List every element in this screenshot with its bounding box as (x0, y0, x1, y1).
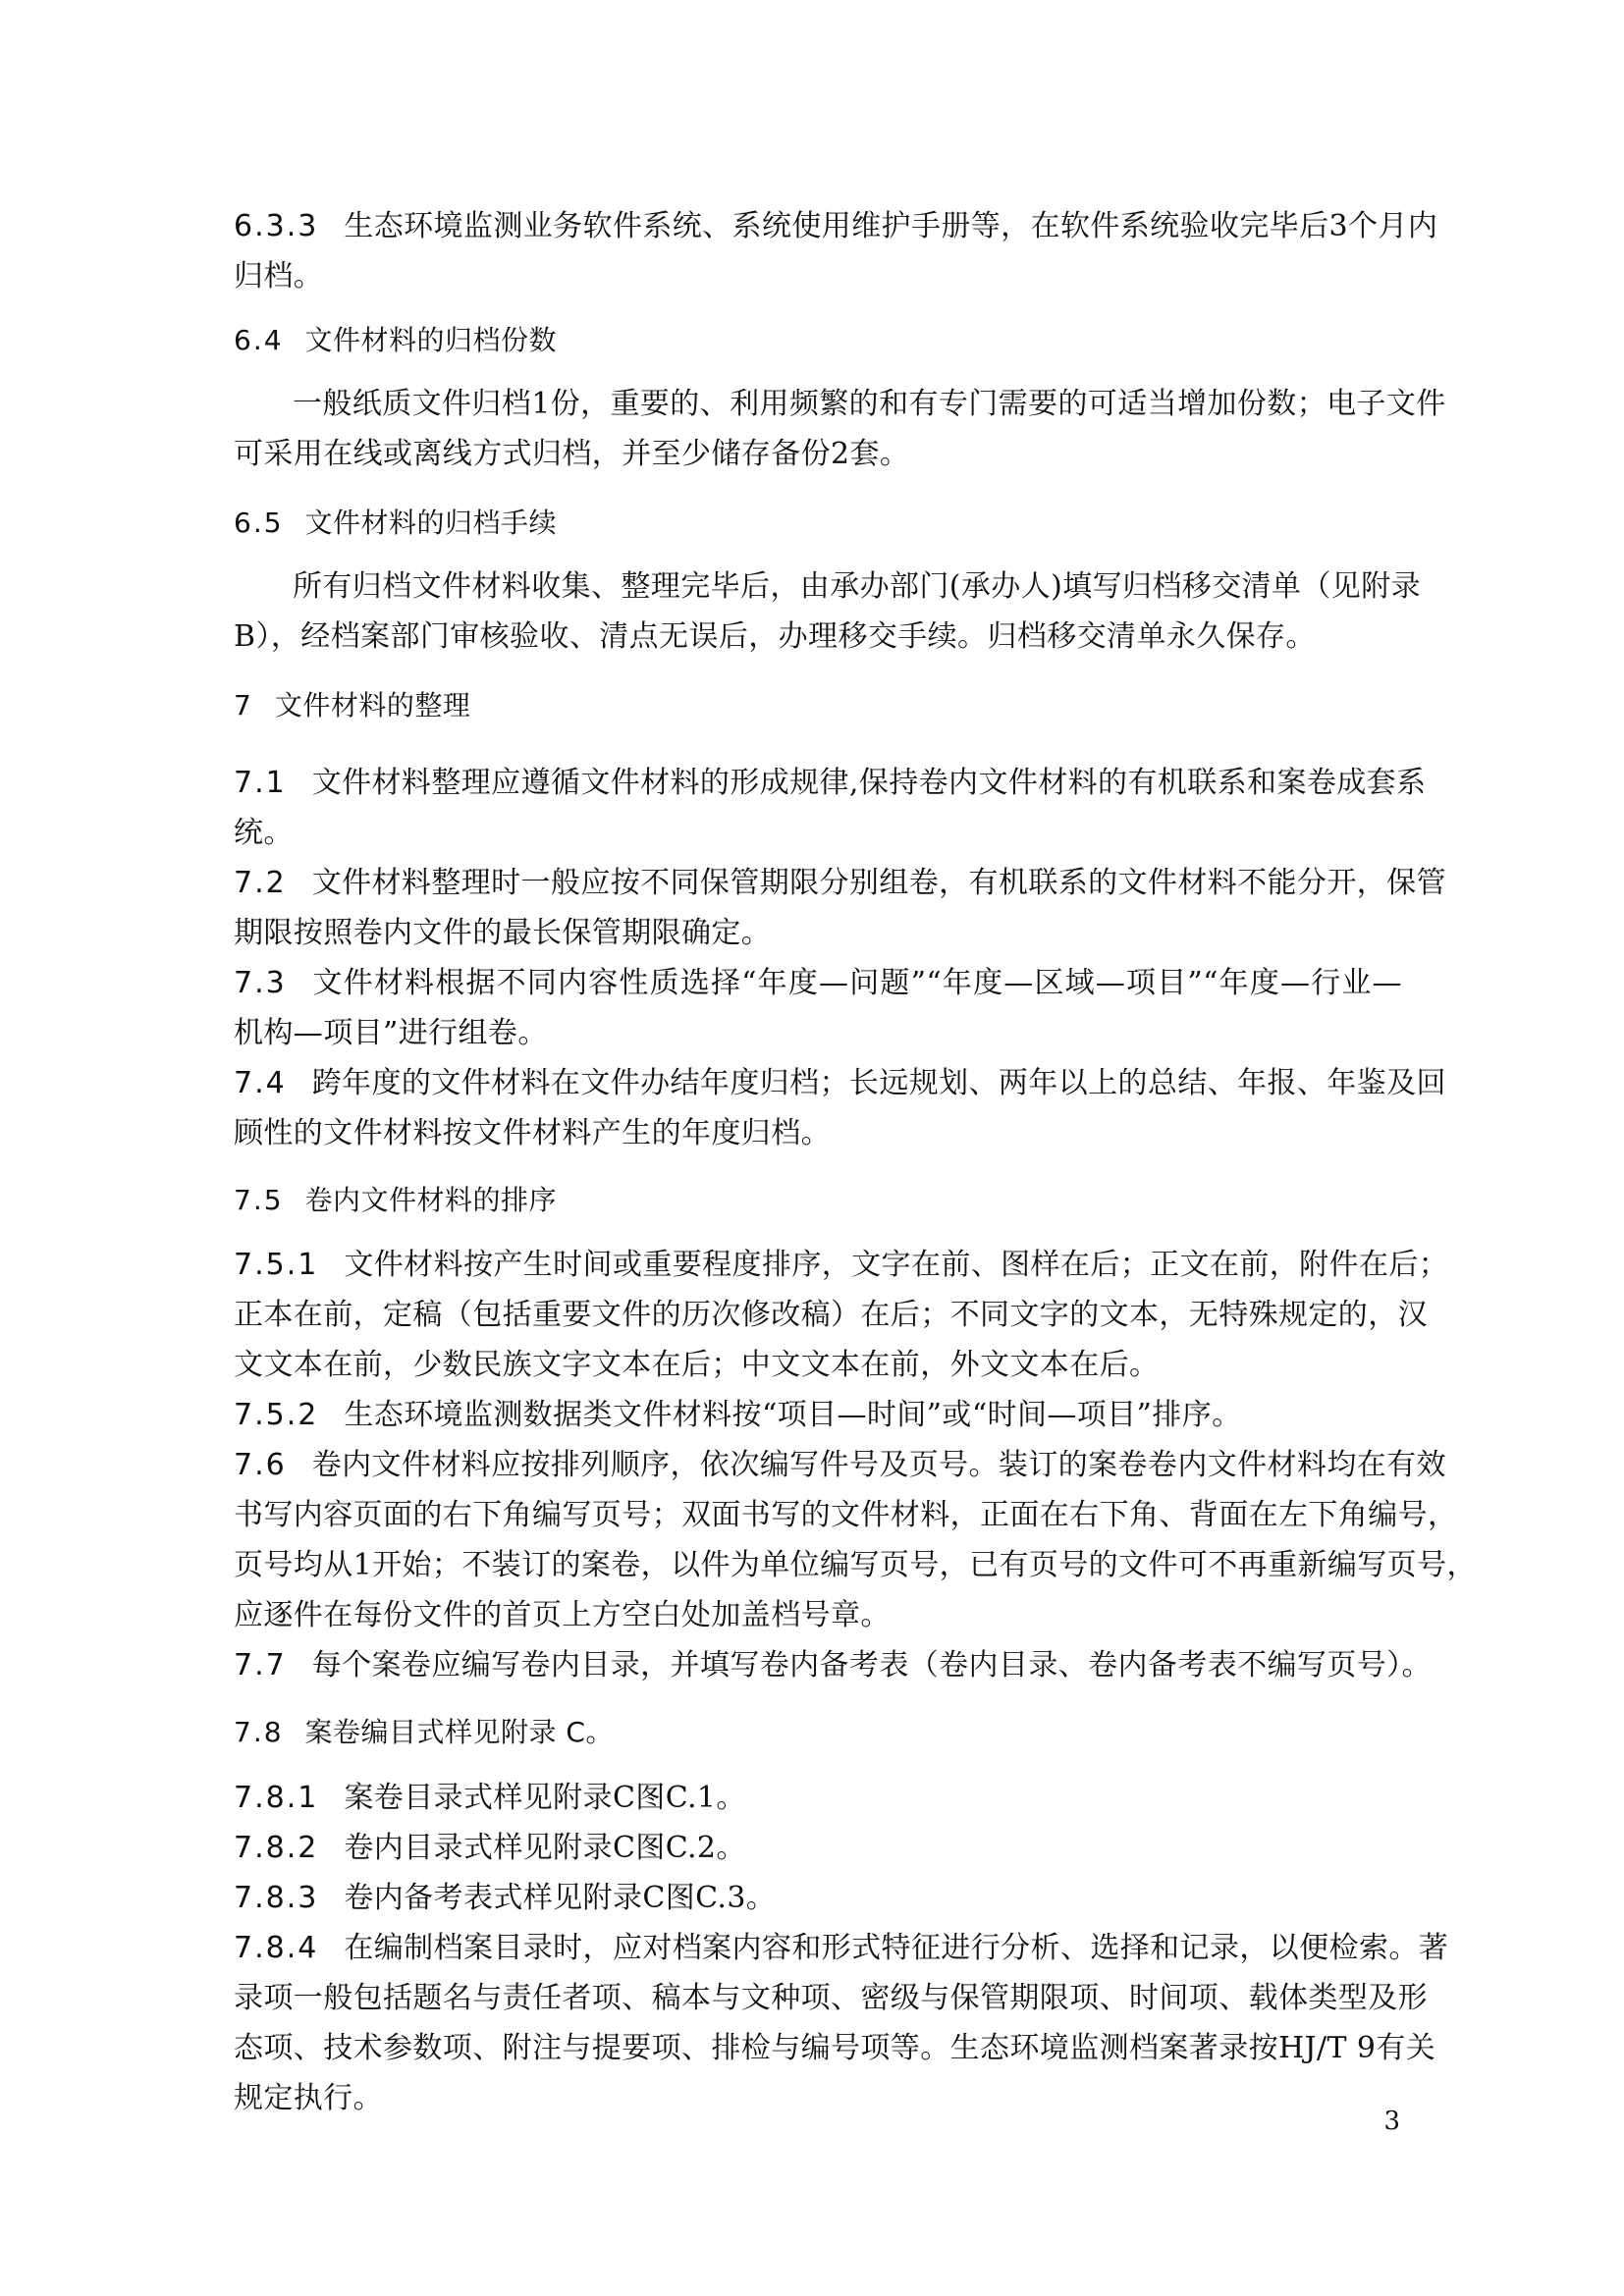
clause-number: 7.6 (234, 1448, 287, 1482)
clause-text: 文件材料整理应遵循文件材料的形成规律,保持卷内文件材料的有机联系和案卷成套系 (311, 766, 1427, 800)
paragraph-text: B），经档案部门审核验收、清点无误后，办理移交手续。归档移交清单永久保存。 (234, 619, 1316, 654)
section-heading-7-8 (234, 1707, 1402, 1757)
clause-number: 7.1 (234, 766, 287, 800)
clause-text: 卷内目录式样见附录C图C.2。 (344, 1831, 746, 1865)
clause-number: 7.2 (234, 866, 287, 900)
clause-text: 文件材料整理时一般应按不同保管期限分别组卷，有机联系的文件材料不能分开，保管 (311, 866, 1446, 900)
section-title: 案卷编目式样见附录 C。 (304, 1716, 614, 1748)
clause-7-2 (234, 858, 1446, 958)
clause-number: 7.8.1 (234, 1781, 319, 1815)
clause-7-8-1 (234, 1773, 1402, 1823)
paragraph-text: 可采用在线或离线方式归档，并至少储存备份2套。 (234, 437, 910, 471)
clause-text: 卷内文件材料应按排列顺序，依次编写件号及页号。装订的案卷卷内文件材料均在有效 (311, 1448, 1446, 1482)
clause-number: 7.8.2 (234, 1831, 319, 1865)
clause-text: 文文本在前，少数民族文字文本在后；中文文本在前，外文文本在后。 (234, 1348, 1160, 1382)
clause-number: 7.8.3 (234, 1881, 319, 1915)
clause-number: 7.8.4 (234, 1931, 319, 1965)
clause-number: 6.3.3 (234, 209, 319, 243)
clause-text: 规定执行。 (234, 2081, 383, 2115)
clause-text: 在编制档案目录时，应对档案内容和形式特征进行分析、选择和记录，以便检索。著 (344, 1931, 1449, 1965)
clause-7-5-2 (234, 1390, 1402, 1440)
clause-text: 顾性的文件材料按文件材料产生的年度归档。 (234, 1116, 831, 1150)
clause-text: 生态环境监测业务软件系统、系统使用维护手册等，在软件系统验收完毕后3个月内 (344, 209, 1438, 243)
clause-7-3 (234, 958, 1402, 1058)
section-title: 卷内文件材料的排序 (304, 1184, 558, 1216)
clause-text: 跨年度的文件材料在文件办结年度归档；长远规划、两年以上的总结、年报、年鉴及回 (311, 1066, 1446, 1100)
clause-7-4 (234, 1058, 1446, 1158)
clause-7-8-4 (234, 1923, 1449, 2123)
clause-7-5-1 (234, 1240, 1449, 1390)
section-title: 文件材料的整理 (274, 689, 471, 721)
clause-text: 每个案卷应编写卷内目录，并填写卷内备考表（卷内目录、卷内备考表不编写页号）。 (311, 1648, 1432, 1682)
paragraph-6-4 (234, 379, 1446, 479)
clause-text: 期限按照卷内文件的最长保管期限确定。 (234, 916, 772, 950)
clause-text: 文件材料按产生时间或重要程度排序，文字在前、图样在后；正文在前，附件在后； (344, 1248, 1449, 1282)
clause-text: 文件材料根据不同内容性质选择“年度—问题”“年度—区域—项目”“年度—行业— (311, 966, 1402, 1000)
clause-text: 录项一般包括题名与责任者项、稿本与文种项、密级与保管期限项、时间项、载体类型及形 (234, 1981, 1428, 2015)
clause-text: 机构—项目”进行组卷。 (234, 1016, 548, 1050)
clause-number: 7.5.1 (234, 1248, 319, 1282)
clause-number: 7.5.2 (234, 1398, 319, 1432)
page-number: 3 (1383, 2107, 1400, 2136)
clause-text: 卷内备考表式样见附录C图C.3。 (344, 1881, 777, 1915)
paragraph-text: 所有归档文件材料收集、整理完毕后，由承办部门(承办人)填写归档移交清单（见附录 (293, 569, 1422, 604)
paragraph-6-5 (234, 561, 1422, 662)
clause-text: 应逐件在每份文件的首页上方空白处加盖档号章。 (234, 1598, 891, 1632)
clause-7-6 (234, 1440, 1477, 1640)
clause-text: 归档。 (234, 259, 324, 294)
clause-text: 书写内容页面的右下角编写页号；双面书写的文件材料，正面在右下角、背面在左下角编号， (234, 1498, 1458, 1532)
section-number: 7 (234, 689, 253, 721)
clause-7-8-2 (234, 1823, 1402, 1873)
section-heading-7 (234, 680, 1402, 730)
clause-7-1 (234, 758, 1427, 858)
section-heading-7-5 (234, 1175, 1402, 1225)
section-heading-6-4 (234, 315, 1402, 365)
section-title: 文件材料的归档份数 (304, 324, 558, 356)
section-title: 文件材料的归档手续 (304, 507, 558, 539)
section-number: 7.5 (234, 1184, 284, 1216)
clause-text: 统。 (234, 816, 294, 850)
section-heading-6-5 (234, 498, 1402, 548)
clause-text: 生态环境监测数据类文件材料按“项目—时间”或“时间—项目”排序。 (344, 1398, 1242, 1432)
paragraph-text: 一般纸质文件归档1份，重要的、利用频繁的和有专门需要的可适当增加份数；电子文件 (293, 387, 1446, 421)
section-number: 6.4 (234, 324, 284, 356)
clause-text: 案卷目录式样见附录C图C.1。 (344, 1781, 746, 1815)
clause-7-8-3 (234, 1873, 1402, 1923)
clause-text: 页号均从1开始；不装订的案卷，以件为单位编写页号，已有页号的文件可不再重新编写页号， (234, 1548, 1477, 1582)
clause-number: 7.7 (234, 1648, 287, 1682)
clause-number: 7.3 (234, 966, 287, 1000)
section-number: 7.8 (234, 1716, 284, 1748)
section-number: 6.5 (234, 507, 284, 539)
clause-7-7 (234, 1640, 1432, 1690)
clause-text: 正本在前，定稿（包括重要文件的历次修改稿）在后；不同文字的文本，无特殊规定的，汉 (234, 1298, 1428, 1332)
clause-text: 态项、技术参数项、附注与提要项、排检与编号项等。生态环境监测档案著录按HJ/T 9有关 (234, 2031, 1436, 2065)
clause-number: 7.4 (234, 1066, 287, 1100)
clause-6-3-3 (234, 201, 1438, 301)
